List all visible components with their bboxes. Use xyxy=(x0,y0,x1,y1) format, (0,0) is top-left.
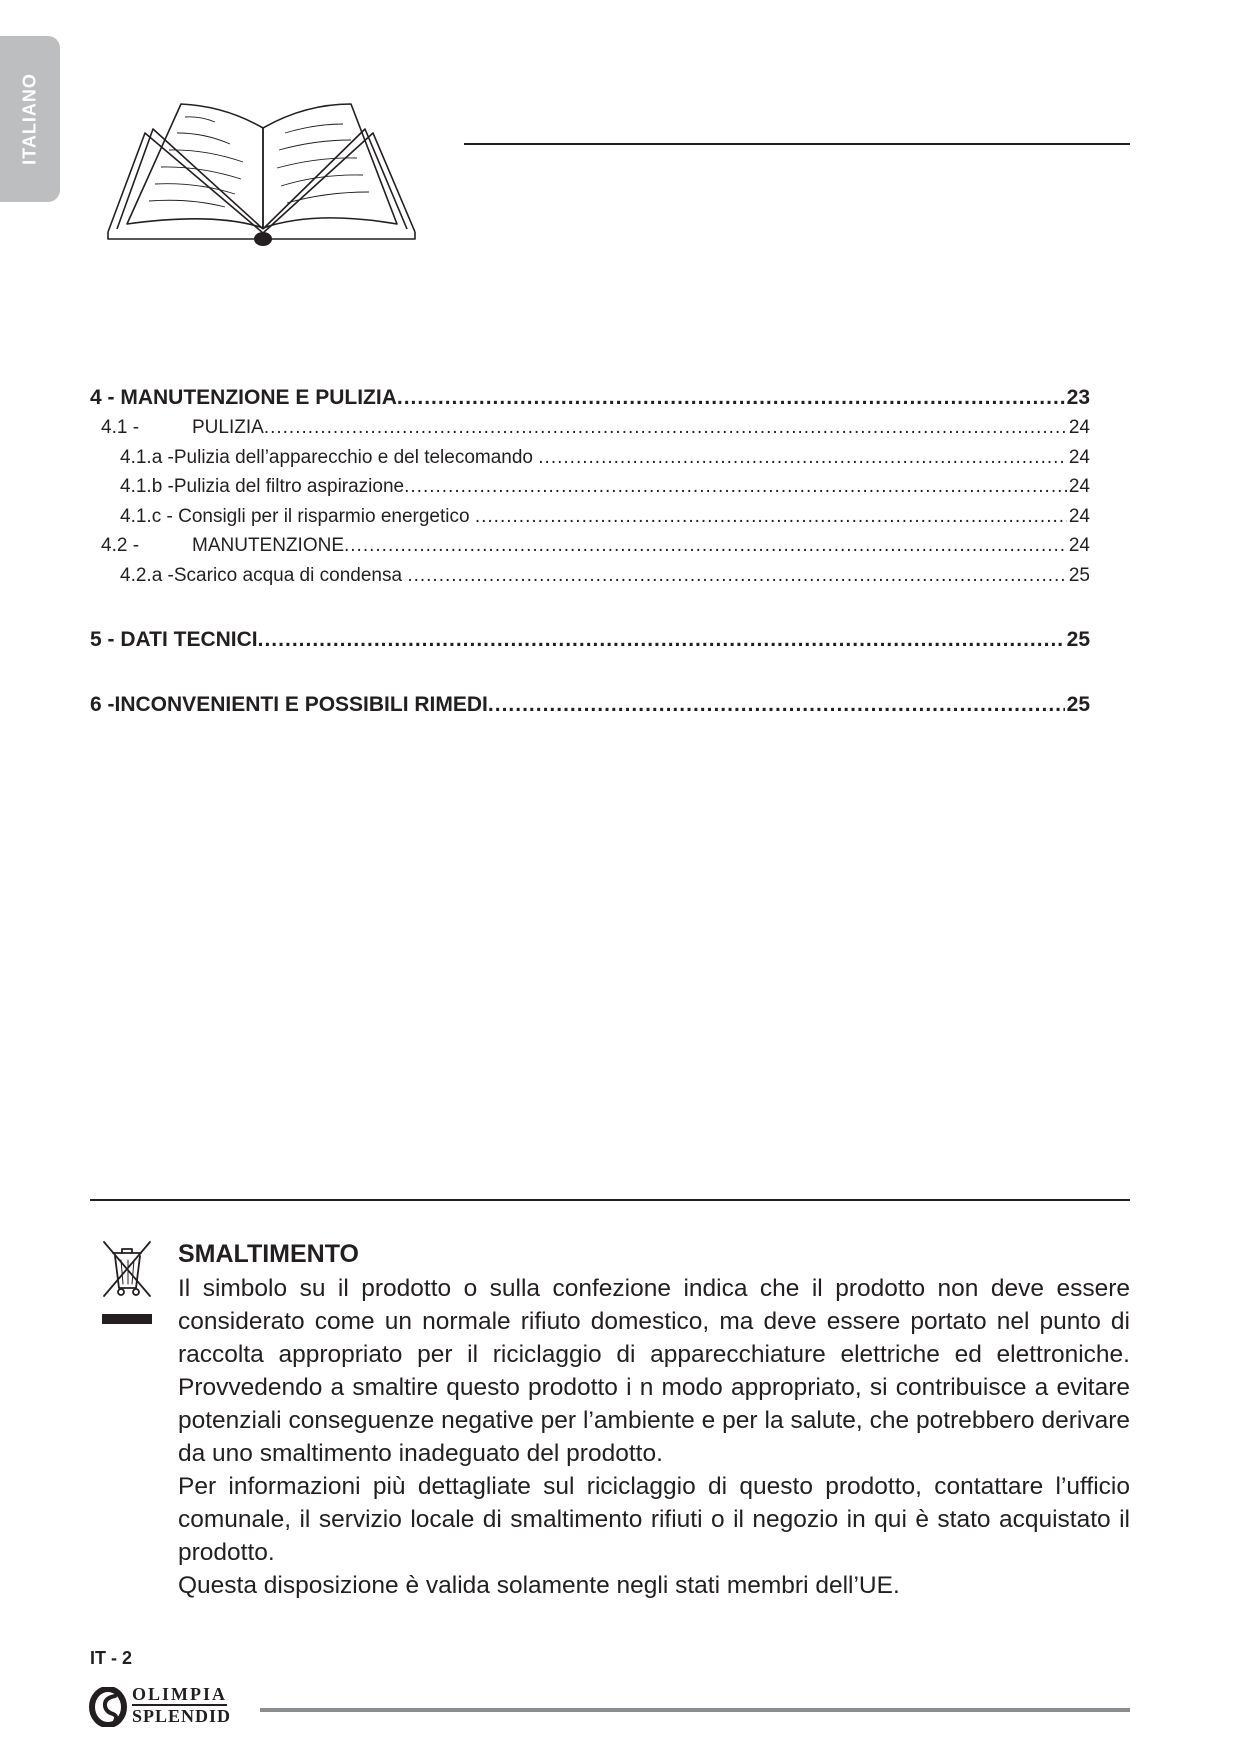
toc-page: 24 xyxy=(1068,446,1090,468)
olimpia-splendid-logo-icon xyxy=(88,1687,128,1727)
toc-label: MANUTENZIONE E PULIZIA xyxy=(120,386,397,409)
brand-logo xyxy=(88,1685,258,1729)
toc-entry-4-2-a[interactable] xyxy=(90,565,1090,595)
toc-page: 24 xyxy=(1068,505,1090,527)
disposal-paragraph-1: Il simbolo su il prodotto o sulla confezione indica che il prodotto non deve essere considerato come un normale rifiuto domestico, ma deve essere portato nel punto di raccolta appropriato per il riciclaggio di apparecchiature elettriche ed elettroniche. Provvedendo a smaltire questo prodotto i n modo appropriato, si contribuisce a evitare potenziali conseguenze negative per l’ambiente e per la salute, che potrebbero derivare da uno smaltimento inadeguato del prodotto. xyxy=(178,1275,1130,1467)
toc-page: 25 xyxy=(1066,628,1090,651)
toc-page: 24 xyxy=(1068,417,1090,438)
table-of-contents xyxy=(90,386,1090,724)
toc-number: 4.1.b - xyxy=(120,476,174,497)
brand-name-line-1: OLIMPIA xyxy=(132,1684,227,1704)
toc-entry-4-1-c[interactable] xyxy=(90,506,1090,536)
toc-leader xyxy=(404,476,1067,498)
toc-leader xyxy=(258,628,1065,652)
disposal-notice xyxy=(178,1238,1130,1602)
toc-number: 4.1.a - xyxy=(120,446,174,468)
page-number: IT - 2 xyxy=(90,1648,133,1668)
footer-rule xyxy=(260,1708,1130,1712)
toc-number: 4.1 - xyxy=(101,417,140,438)
toc-entry-5[interactable] xyxy=(90,628,1090,659)
toc-page: 24 xyxy=(1068,476,1090,497)
disposal-paragraph-2: Per informazioni più dettagliate sul riciclaggio di questo prodotto, contattare l’ufficio comunale, il servizio locale di smaltimento rifiuti o il negozio in qui è stato acquistato il prodotto. xyxy=(178,1473,1130,1566)
toc-leader xyxy=(264,417,1067,439)
toc-entry-4-1[interactable] xyxy=(90,417,1090,447)
toc-entry-4-1-b[interactable] xyxy=(90,476,1090,506)
header-rule xyxy=(464,143,1130,145)
toc-leader xyxy=(538,447,1067,469)
disposal-paragraph-3: Questa disposizione è valida solamente negli stati membri dell’UE. xyxy=(178,1572,900,1599)
toc-number: 4 - xyxy=(90,386,115,409)
language-tab xyxy=(0,36,60,202)
toc-entry-6[interactable] xyxy=(90,693,1090,724)
toc-page: 23 xyxy=(1066,386,1090,409)
toc-number: 4.1.c - xyxy=(120,505,173,527)
language-tab-label: ITALIANO xyxy=(19,73,40,165)
toc-label: Consigli per il risparmio energetico xyxy=(178,505,470,527)
toc-leader xyxy=(475,506,1067,528)
toc-number: 6 - xyxy=(90,693,115,716)
open-book-icon xyxy=(105,100,425,248)
toc-label: Pulizia del filtro aspirazione xyxy=(173,476,405,497)
brand-name-line-2: SPLENDID xyxy=(132,1706,232,1726)
toc-page: 25 xyxy=(1068,564,1090,586)
toc-leader xyxy=(344,535,1067,557)
section-rule xyxy=(90,1199,1130,1201)
toc-label: PULIZIA xyxy=(192,417,264,438)
toc-page: 25 xyxy=(1066,693,1090,716)
toc-entry-4[interactable] xyxy=(90,386,1090,417)
toc-label: Scarico acqua di condensa xyxy=(173,564,403,586)
toc-label: Pulizia dell’apparecchio e del telecomando xyxy=(173,446,533,468)
toc-leader xyxy=(488,693,1065,717)
toc-number: 4.2.a - xyxy=(120,564,174,586)
toc-leader xyxy=(397,386,1065,410)
toc-number: 4.2 - xyxy=(101,535,140,556)
toc-label: DATI TECNICI xyxy=(120,628,258,651)
toc-label: INCONVENIENTI E POSSIBILI RIMEDI xyxy=(114,693,488,716)
toc-entry-4-1-a[interactable] xyxy=(90,447,1090,477)
toc-entry-4-2[interactable] xyxy=(90,535,1090,565)
toc-number: 5 - xyxy=(90,628,115,651)
crossed-bin-icon xyxy=(100,1238,156,1328)
toc-page: 24 xyxy=(1068,535,1090,556)
toc-label: MANUTENZIONE xyxy=(192,535,344,556)
toc-leader xyxy=(407,565,1067,587)
disposal-title: SMALTIMENTO xyxy=(178,1240,360,1268)
